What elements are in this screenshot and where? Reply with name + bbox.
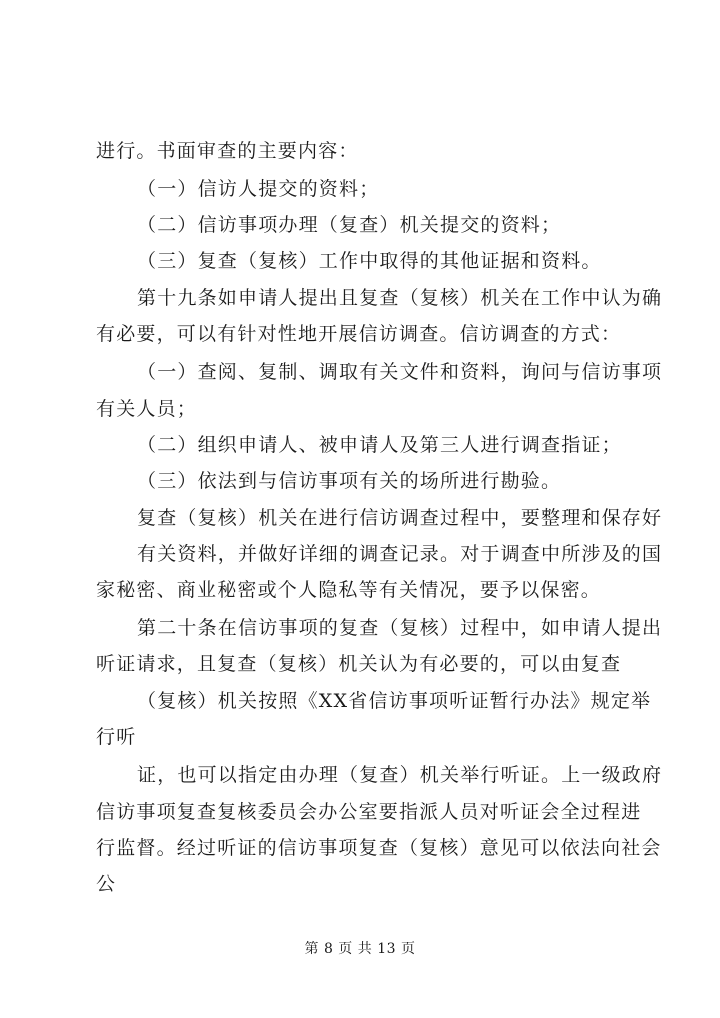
text-line: （二）组织申请人、被申请人及第三人进行调查指证； (137, 434, 622, 456)
text-line: （二）信访事项办理（复查）机关提交的资料； (137, 214, 562, 236)
text-line: 第二十条在信访事项的复查（复核）过程中，如申请人提出 (137, 617, 663, 639)
text-line: 行监督。经过听证的信访事项复查（复核）意见可以依法向社会 (96, 837, 662, 859)
text-line: 证，也可以指定由办理（复查）机关举行听证。上一级政府 (137, 764, 663, 786)
text-line: 有关资料，并做好详细的调查记录。对于调查中所涉及的国 (137, 543, 663, 565)
text-line: 进行。书面审查的主要内容： (96, 140, 359, 162)
text-line: （三）依法到与信访事项有关的场所进行勘验。 (137, 470, 562, 492)
text-line: 行听 (96, 726, 137, 748)
text-line: 有必要，可以有针对性地开展信访调查。信访调查的方式： (96, 323, 622, 345)
text-line: （一）信访人提交的资料； (137, 178, 380, 200)
page-number-footer: 第 8 页 共 13 页 (304, 941, 416, 957)
text-line: 信访事项复查复核委员会办公室要指派人员对听证会全过程进 (96, 801, 642, 823)
text-line: 家秘密、商业秘密或个人隐私等有关情况，要予以保密。 (96, 579, 602, 601)
text-line: 有关人员； (96, 398, 198, 420)
text-line: 听证请求，且复查（复核）机关认为有必要的，可以由复查 (96, 653, 622, 675)
text-line: （复核）机关按照《XX省信访事项听证暂行办法》规定举 (137, 690, 652, 712)
text-line: 第十九条如申请人提出且复查（复核）机关在工作中认为确 (137, 287, 663, 309)
text-line: （三）复查（复核）工作中取得的其他证据和资料。 (137, 250, 602, 272)
text-line: 公 (96, 873, 117, 895)
text-line: 复查（复核）机关在进行信访调查过程中，要整理和保存好 (137, 507, 663, 529)
text-line: （一）查阅、复制、调取有关文件和资料，询问与信访事项 (137, 361, 663, 383)
